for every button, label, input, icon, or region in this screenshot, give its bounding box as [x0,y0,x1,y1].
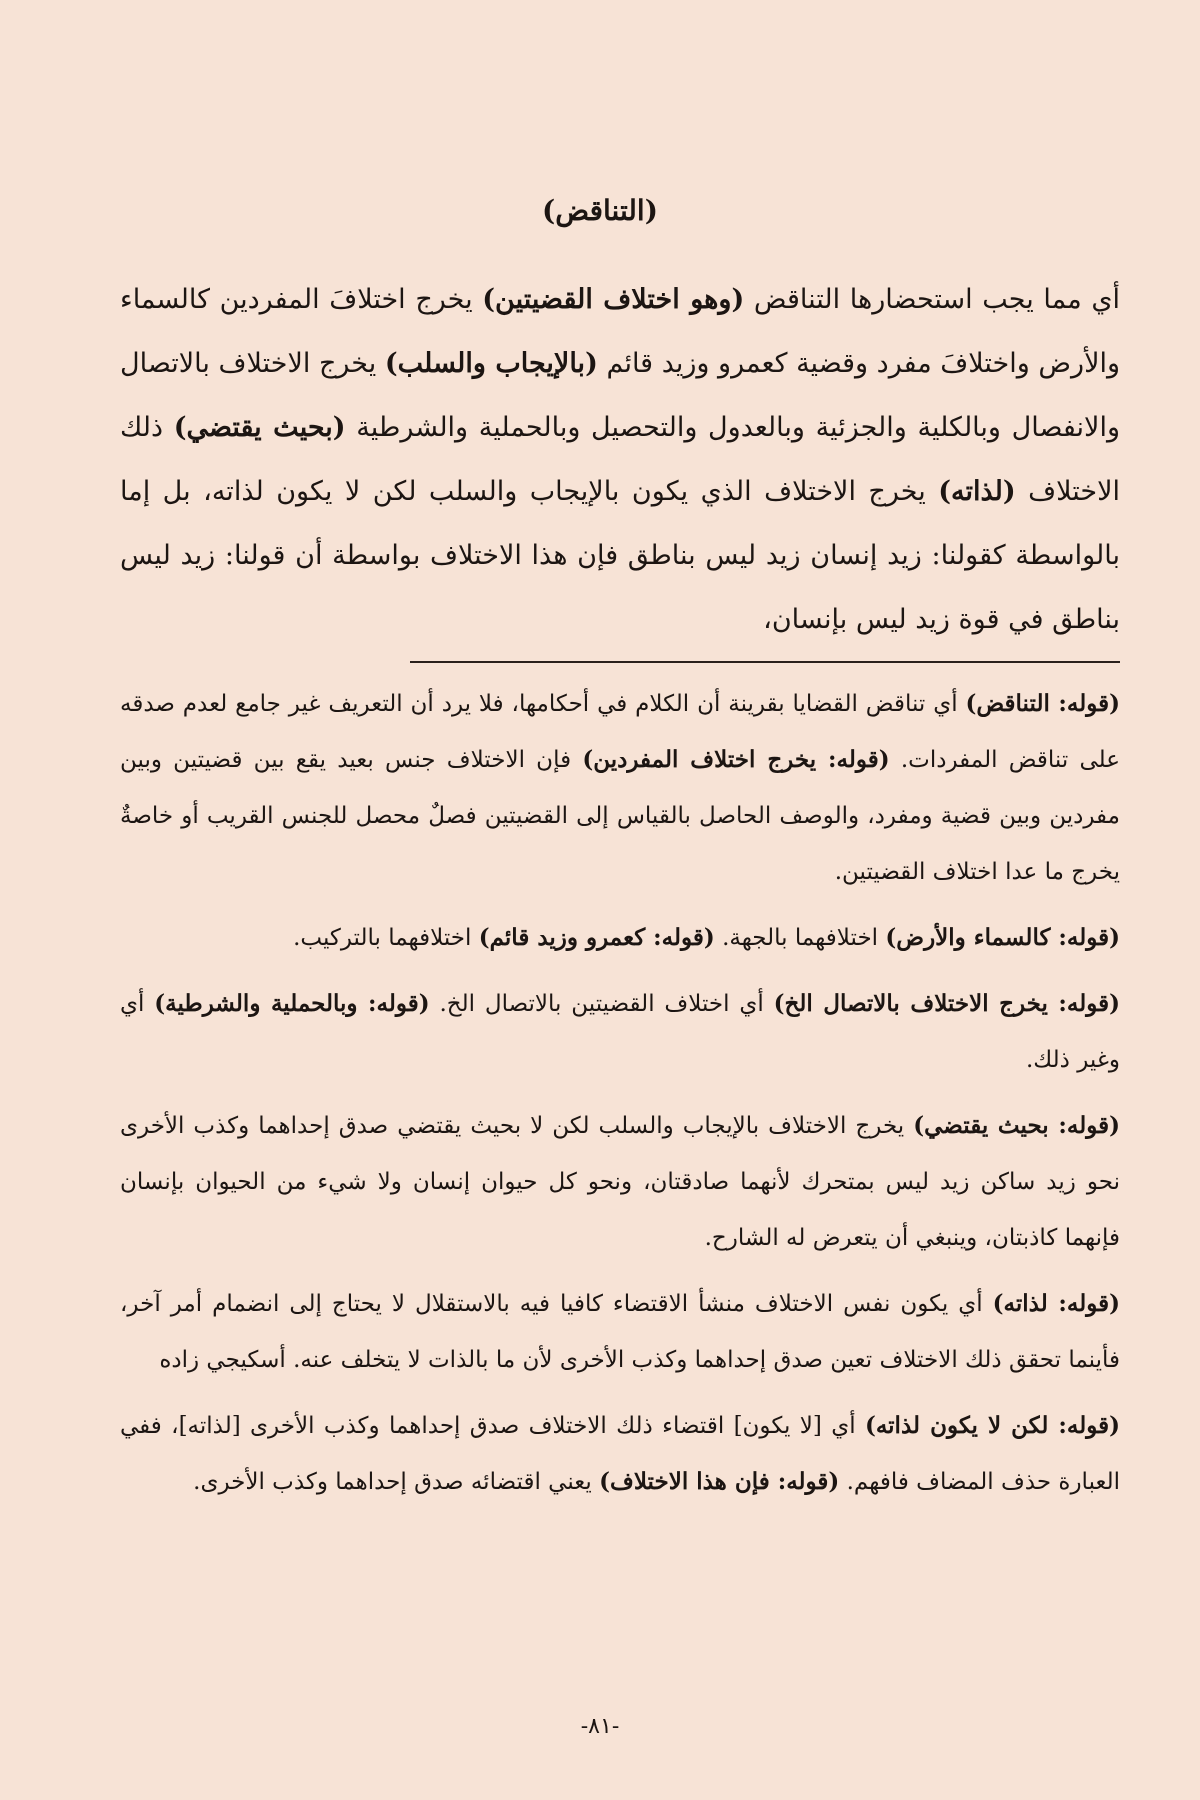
footnote-text: اختلافهما بالتركيب. [293,925,472,951]
footnote-paragraph [120,1276,1120,1388]
main-text-segment: يخرج الاختلاف بالاتصال والانفصال وبالكلية والجزئية وبالعدول والتحصيل وبالحملية والشرطية [120,348,1120,443]
section-heading: (التناقض) [542,194,658,227]
footnote-text: أي [لا يكون] اقتضاء ذلك الاختلاف صدق إحداهما وكذب الأخرى [لذاته]، ففي العبارة حذف المضاف فافهم. [120,1413,1120,1495]
footnote-bold-term: (قوله: فإن هذا الاختلاف) [599,1468,840,1495]
footnote-text: أي تناقض القضايا بقرينة أن الكلام في أحكامها، فلا يرد أن التعريف غير جامع لعدم صدقه على تناقض المفردات. [120,691,1120,773]
footnote-text: يخرج الاختلاف بالإيجاب والسلب لكن لا بحيث يقتضي صدق إحداهما وكذب الأخرى نحو زيد ساكن زيد ليس بمتحرك لأنهما صادقتان، ونحو كل حيوان إنسان ولا شيء من الحيوان بإنسان فإنهما كاذبتان، وينبغي أن يتعرض له الشارح. [120,1113,1120,1251]
footnote-paragraph [120,1098,1120,1266]
footnote-bold-term: (قوله: يخرج اختلاف المفردين) [582,746,890,773]
footnote-bold-term: (قوله: كالسماء والأرض) [885,924,1120,951]
footnote-paragraph [120,910,1120,966]
footnote-text: أي وغير ذلك. [120,991,1120,1073]
main-body-text [120,268,1120,652]
main-bold-phrase: (لذاته) [938,476,1016,507]
footnote-text: اختلافهما بالجهة. [722,925,879,951]
footnote-paragraph [120,676,1120,900]
footnote-bold-term: (قوله: بحيث يقتضي) [913,1112,1121,1139]
main-text-segment: ذلك الاختلاف [120,412,1120,507]
footnote-paragraph [120,1398,1120,1510]
footnote-bold-term: (قوله: لكن لا يكون لذاته) [864,1412,1120,1439]
footnote-text: فإن الاختلاف جنس بعيد يقع بين قضيتين وبين مفردين وبين قضية ومفرد، والوصف الحاصل بالقياس إلى القضيتين فصلٌ محصل للجنس القريب أو خاصةٌ يخرج ما عدا اختلاف القضيتين. [120,747,1120,885]
main-bold-phrase: (وهو اختلاف القضيتين) [482,284,745,315]
footnote-bold-term: (قوله: التناقض) [965,690,1121,717]
main-text-segment: يخرج اختلافَ المفردين كالسماء والأرض واختلافَ مفرد وقضية كعمرو وزيد قائم [120,284,1121,379]
main-bold-phrase: (بالإيجاب والسلب) [384,348,598,379]
footnote-bold-term: (قوله: كعمرو وزيد قائم) [478,924,715,951]
footnote-separator-rule [410,661,1120,663]
footnote-bold-term: (قوله: وبالحملية والشرطية) [154,990,430,1017]
footnote-paragraph [120,976,1120,1088]
footnote-signature: أسكيجي زاده [159,1347,286,1373]
main-bold-phrase: (بحيث يقتضي) [173,412,346,443]
footnote-text: أي يكون نفس الاختلاف منشأ الاقتضاء كافيا فيه بالاستقلال لا يحتاج إلى انضمام أمر آخر، فأينما تحقق ذلك الاختلاف تعين صدق إحداهما وكذب الأخرى لأن ما بالذات لا يتخلف عنه. [120,1291,1120,1373]
main-text-segment: أي مما يجب استحضارها التناقض [753,284,1120,315]
page-number: -٨١- [580,1714,620,1739]
footnote-bold-term: (قوله: لذاته) [992,1290,1120,1317]
footnotes-section [120,676,1120,1520]
footnote-text: أي اختلاف القضيتين بالاتصال الخ. [439,991,764,1017]
footnote-bold-term: (قوله: يخرج الاختلاف بالاتصال الخ) [773,990,1121,1017]
main-text-segment: يخرج الاختلاف الذي يكون بالإيجاب والسلب لكن لا يكون لذاته، بل إما بالواسطة كقولنا: زيد إنسان زيد ليس بناطق فإن هذا الاختلاف بواسطة أن قولنا: زيد ليس بناطق في قوة زيد ليس بإنسان، [120,476,1120,635]
footnote-text: يعني اقتضائه صدق إحداهما وكذب الأخرى. [193,1469,592,1495]
